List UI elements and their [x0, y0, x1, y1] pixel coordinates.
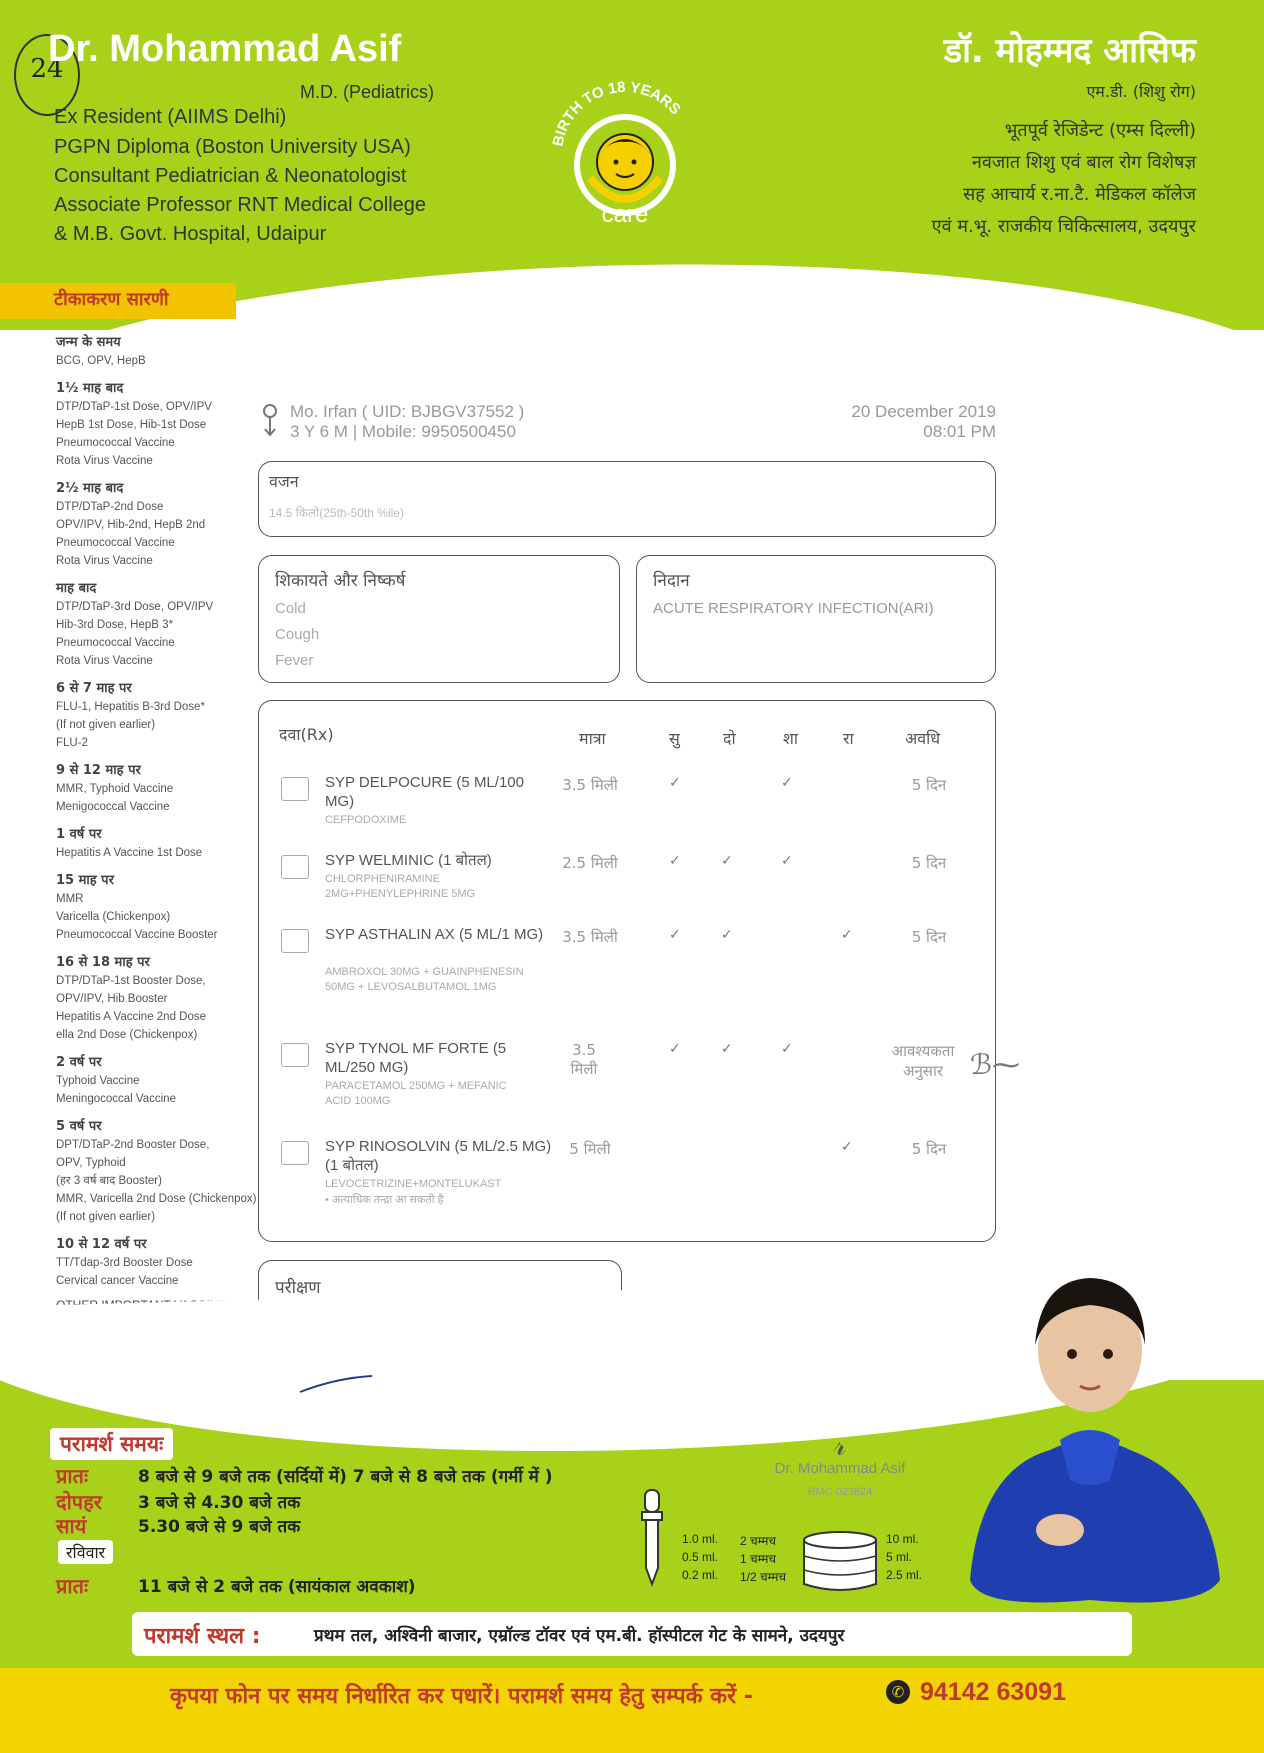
schedule-heading: 2 वर्ष पर — [56, 1055, 102, 1070]
schedule-item: MMR, Typhoid Vaccine — [56, 783, 174, 795]
timing-value: 5.30 बजे से 9 बजे तक — [138, 1517, 301, 1537]
schedule-item: DTP/DTaP-1st Booster Dose, — [56, 975, 206, 987]
schedule-item: Pneumococcal Vaccine — [56, 537, 175, 549]
patient-name: Mo. Irfan ( UID: BJBGV37552 ) — [290, 402, 525, 421]
address-value: प्रथम तल, अश्विनी बाजार, एम्रॉल्ड टॉवर एवं एम.बी. हॉस्पीटल गेट के सामने, उदयपुर — [314, 1626, 845, 1646]
schedule-heading: 2½ माह बाद — [56, 481, 124, 496]
rx-dose: 3.5 मिली — [562, 928, 618, 946]
complaints-label: शिकायते और निष्कर्ष — [275, 571, 406, 591]
check-icon: ✓ — [781, 1041, 793, 1057]
check-icon: ✓ — [781, 775, 793, 791]
rx-duration: 5 दिन — [911, 776, 947, 794]
schedule-item: Rota Virus Vaccine — [56, 455, 153, 467]
diagnosis-value: ACUTE RESPIRATORY INFECTION(ARI) — [653, 600, 934, 617]
schedule-item: BCG, OPV, HepB — [56, 355, 146, 367]
schedule-heading: 1 वर्ष पर — [56, 827, 102, 842]
schedule-item: DTP/DTaP-1st Dose, OPV/IPV — [56, 401, 212, 413]
schedule-item: DTP/DTaP-2nd Dose — [56, 501, 164, 513]
rx-note: • अत्याधिक तन्द्रा आ सकती है — [325, 1194, 444, 1206]
schedule-item: FLU-2 — [56, 737, 88, 749]
dropper-icon — [632, 1488, 672, 1588]
rx-dose: 3.5 मिली — [570, 1041, 598, 1078]
complaint-2: Cough — [275, 626, 320, 643]
rx-composition: AMBROXOL 30MG + GUAINPHENESIN 50MG + LEVOSALBUTAMOL 1MG — [325, 966, 524, 993]
schedule-item: DTP/DTaP-3rd Dose, OPV/IPV — [56, 601, 214, 613]
measure-label: 1/2 चम्मच — [740, 1570, 787, 1584]
rx-dose: 2.5 मिली — [562, 854, 618, 872]
check-icon: ✓ — [669, 1041, 681, 1057]
schedule-item: Rota Virus Vaccine — [56, 655, 153, 667]
rx-dose: 5 मिली — [569, 1140, 611, 1158]
schedule-item: Pneumococcal Vaccine — [56, 637, 175, 649]
schedule-item: HepB 1st Dose, Hib-1st Dose — [56, 419, 207, 431]
medicine-icon — [281, 855, 309, 879]
schedule-item: OPV/IPV, Hib Booster — [56, 993, 168, 1005]
medicine-icon — [281, 777, 309, 801]
check-icon: ✓ — [721, 927, 733, 943]
appointment-note: कृपया फोन पर समय निर्धारित कर पधारें। परामर्श समय हेतु सम्पर्क करें - — [170, 1684, 753, 1709]
patient-age-mobile: 3 Y 6 M | Mobile: 9950500450 — [290, 422, 516, 441]
address-bar — [132, 1612, 1132, 1656]
rx-name: SYP DELPOCURE (5 ML/100 MG) — [325, 774, 524, 810]
measure-label: 2 चम्मच — [740, 1534, 777, 1548]
medicine-icon — [281, 1043, 309, 1067]
weight-label: वजन — [269, 472, 299, 491]
schedule-item: ella 2nd Dose (Chickenpox) — [56, 1029, 198, 1041]
schedule-item: Hepatitis A Vaccine 2nd Dose — [56, 1011, 207, 1023]
rx-composition: CHLORPHENIRAMINE 2MG+PHENYLEPHRINE 5MG — [325, 873, 476, 900]
check-icon: ✓ — [669, 927, 681, 943]
diagnosis-label: निदान — [653, 571, 690, 591]
schedule-item: Rota Virus Vaccine — [56, 555, 153, 567]
schedule-item: Pneumococcal Vaccine Booster — [56, 929, 218, 941]
prescription-box — [258, 700, 996, 1242]
col-night: रा — [843, 729, 854, 748]
col-evening: शा — [783, 729, 799, 748]
measure-label: 5 ml. — [886, 1550, 913, 1564]
complaint-1: Cold — [275, 600, 306, 617]
rx-duration: आवश्यकता अनुसार — [891, 1042, 955, 1080]
tests-label: परीक्षण — [275, 1278, 321, 1298]
doctor-degree-hi: एम.डी. (शिशु रोग) — [1086, 82, 1196, 101]
schedule-item: OPV/IPV, Hib-2nd, HepB 2nd — [56, 519, 206, 531]
credential-hi-1: भूतपूर्व रेजिडेन्ट (एम्स दिल्ली) — [1004, 120, 1196, 141]
credential-en-5: & M.B. Govt. Hospital, Udaipur — [54, 223, 327, 245]
check-icon: ✓ — [781, 853, 793, 869]
timing-label: प्रातः — [56, 1464, 88, 1488]
logo-arc-text: BIRTH TO 18 YEARS — [550, 78, 684, 148]
schedule-item: MMR, Varicella 2nd Dose (Chickenpox) — [56, 1193, 257, 1205]
weight-box — [258, 461, 996, 537]
schedule-item: Menigococcal Vaccine — [56, 801, 170, 813]
sunday-box — [58, 1540, 113, 1564]
rx-name: SYP ASTHALIN AX (5 ML/1 MG) — [325, 926, 544, 943]
rx-name: SYP TYNOL MF FORTE (5 ML/250 MG) — [325, 1040, 507, 1076]
rx-duration: 5 दिन — [911, 854, 947, 872]
measuring-cup-icon — [800, 1530, 880, 1596]
measure-label: 10 ml. — [886, 1532, 919, 1546]
timing-label: सायं — [56, 1514, 87, 1538]
check-icon: ✓ — [841, 1139, 853, 1155]
rx-duration: 5 दिन — [911, 928, 947, 946]
sunday-label: रविवार — [66, 1543, 106, 1562]
credential-en-1: Ex Resident (AIIMS Delhi) — [54, 106, 287, 128]
schedule-heading: 9 से 12 माह पर — [56, 763, 141, 778]
schedule-item: Meningococcal Vaccine — [56, 1093, 176, 1105]
location-pin-icon — [260, 402, 280, 438]
rx-name: SYP WELMINIC (1 बोतल) — [325, 852, 492, 869]
credential-hi-2: नवजात शिशु एवं बाल रोग विशेषज्ञ — [971, 152, 1196, 173]
schedule-heading: जन्म के समय — [56, 335, 121, 350]
col-morning: सु — [669, 729, 680, 748]
signature-name: Dr. Mohammad Asif — [774, 1460, 906, 1477]
check-icon: ✓ — [841, 927, 853, 943]
schedule-heading: 6 से 7 माह पर — [56, 681, 132, 696]
measure-label: 0.2 ml. — [682, 1568, 719, 1582]
doctor-degree-en: M.D. (Pediatrics) — [300, 82, 435, 102]
timing-value: 3 बजे से 4.30 बजे तक — [138, 1493, 301, 1513]
address-label: परामर्श स्थल : — [144, 1624, 261, 1649]
col-afternoon: दो — [723, 729, 736, 748]
check-icon: ✓ — [721, 1041, 733, 1057]
rx-duration: 5 दिन — [911, 1140, 947, 1158]
sunday-row-label: प्रातः — [56, 1574, 88, 1598]
rx-composition: PARACETAMOL 250MG + MEFANIC ACID 100MG — [325, 1080, 507, 1107]
signature-scribble: 𝓇 — [833, 1428, 847, 1463]
pen-stroke — [296, 1370, 376, 1400]
schedule-heading: 15 माह पर — [56, 873, 114, 888]
rx-composition: CEFPODOXIME — [325, 814, 407, 826]
credential-en-2: PGPN Diploma (Boston University USA) — [54, 136, 411, 158]
timings-title-box — [50, 1428, 173, 1460]
schedule-item: OPV, Typhoid — [56, 1157, 126, 1169]
visit-time: 08:01 PM — [923, 422, 996, 441]
child-photo — [940, 1250, 1240, 1610]
measure-label: 0.5 ml. — [682, 1550, 719, 1564]
medicine-icon — [281, 1141, 309, 1165]
credential-hi-3: सह आचार्य र.ना.टै. मेडिकल कॉलेज — [963, 184, 1196, 205]
phone-number[interactable]: 94142 63091 — [920, 1678, 1066, 1706]
rx-label: दवा(Rx) — [279, 725, 334, 744]
sunday-row-value: 11 बजे से 2 बजे तक (सायंकाल अवकाश) — [138, 1577, 416, 1597]
rx-composition: LEVOCETRIZINE+MONTELUKAST — [325, 1178, 502, 1190]
corner-number: 24 — [30, 54, 64, 84]
complaint-3: Fever — [275, 652, 314, 669]
timings-title: परामर्श समयः — [60, 1432, 164, 1456]
timing-value: 8 बजे से 9 बजे तक (सर्दियों में) 7 बजे से 8 बजे तक (गर्मी में ) — [138, 1467, 553, 1487]
check-icon: ✓ — [669, 775, 681, 791]
schedule-item: (If not given earlier) — [56, 1211, 156, 1223]
measure-label: 1.0 ml. — [682, 1532, 719, 1546]
phone-icon: ✆ — [886, 1680, 910, 1704]
col-dose: मात्रा — [579, 729, 606, 748]
doctor-name-en: Dr. Mohammad Asif — [48, 28, 402, 70]
schedule-item: Varicella (Chickenpox) — [56, 911, 171, 923]
schedule-item: Pneumococcal Vaccine — [56, 437, 175, 449]
schedule-item: Cervical cancer Vaccine — [56, 1275, 179, 1287]
schedule-heading: 5 वर्ष पर — [56, 1119, 102, 1134]
credential-en-4: Associate Professor RNT Medical College — [54, 194, 427, 216]
diagnosis-box — [636, 555, 996, 683]
schedule-item: (If not given earlier) — [56, 719, 156, 731]
rx-dose: 3.5 मिली — [562, 776, 618, 794]
complaints-box — [258, 555, 620, 683]
doctor-name-hi: डॉ. मोहम्मद आसिफ — [943, 31, 1196, 71]
check-icon: ✓ — [721, 853, 733, 869]
check-icon: ✓ — [669, 853, 681, 869]
schedule-heading: 1½ माह बाद — [56, 381, 124, 396]
schedule-item: Hepatitis A Vaccine 1st Dose — [56, 847, 203, 859]
schedule-item: (हर 3 वर्ष बाद Booster) — [56, 1175, 162, 1187]
schedule-title: टीकाकरण सारणी — [54, 289, 169, 310]
credential-hi-4: एवं म.भू. राजकीय चिकित्सालय, उदयपुर — [931, 216, 1196, 237]
credential-en-3: Consultant Pediatrician & Neonatologist — [54, 165, 407, 187]
timing-label: दोपहर — [56, 1490, 102, 1514]
measure-label: 2.5 ml. — [886, 1568, 923, 1582]
schedule-heading: 10 से 12 वर्ष पर — [56, 1237, 147, 1252]
handwritten-mark: ℬ⁓ — [970, 1048, 1021, 1081]
schedule-item: TT/Tdap-3rd Booster Dose — [56, 1257, 193, 1269]
col-duration: अवधि — [905, 729, 941, 748]
weight-value: 14.5 किलो(25th-50th %ile) — [269, 506, 404, 520]
schedule-item: Typhoid Vaccine — [56, 1075, 140, 1087]
schedule-heading: 16 से 18 माह पर — [56, 955, 150, 970]
schedule-item: MMR — [56, 893, 84, 905]
rx-name: SYP RINOSOLVIN (5 ML/2.5 MG) (1 बोतल) — [325, 1138, 552, 1174]
logo-word: care — [601, 201, 649, 228]
visit-date: 20 December 2019 — [851, 402, 996, 421]
schedule-item: DPT/DTaP-2nd Booster Dose, — [56, 1139, 210, 1151]
schedule-heading: माह बाद — [56, 581, 97, 596]
face-icon — [597, 134, 653, 190]
medicine-icon — [281, 929, 309, 953]
measure-label: 1 चम्मच — [740, 1552, 777, 1566]
signature-reg: RMC 023824 — [807, 1486, 873, 1498]
care-logo — [550, 60, 700, 230]
schedule-item: Hib-3rd Dose, HepB 3* — [56, 619, 173, 631]
schedule-item: FLU-1, Hepatitis B-3rd Dose* — [56, 701, 205, 713]
